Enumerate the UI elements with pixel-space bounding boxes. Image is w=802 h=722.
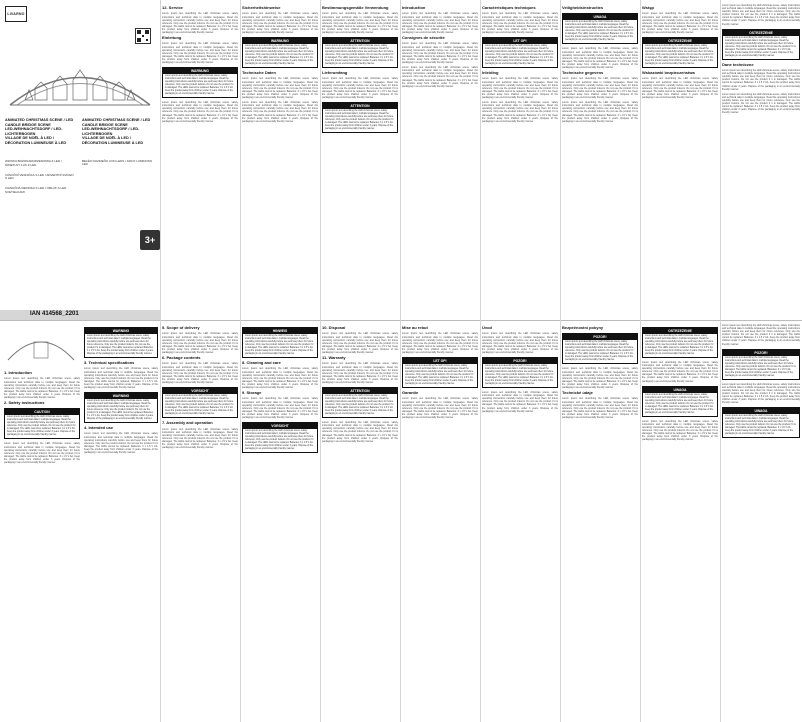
warning-box [242, 422, 318, 453]
fold-line-2 [240, 0, 241, 722]
paragraph: Lorem ipsum text describing the LED christmas scene, safety instructions and technical data in multiple languages. Read the operating instructions carefully before use and keep them for future reference. Only use the product indoors. Do not use the product if it is damaged. The LEDs cannot be replaced. Batteries: 3 x 1.5 V AA. Keep the product away from children under 3 years. Dispose of the packaging in an environmentally friendly manner. [722, 382, 801, 405]
warning-text: Lorem ipsum text describing the LED christmas scene, safety instructions and technical data in multiple languages. Read the operating instructions carefully before use and keep them for future reference. Only use the product indoors. Do not use the product if it is damaged. The LEDs cannot be replaced. Batteries: 3 x 1.5 V AA. Keep the product away from children under 3 years. Dispose of the packaging in an environmentally friendly manner. [485, 365, 554, 386]
warning-title: ATTENTION [323, 388, 397, 394]
paragraph: Lorem ipsum text describing the LED christmas scene, safety instructions and technical data in multiple languages. Read the operating instructions carefully before use and keep them for future reference. Only use the product indoors. Do not use the product if it is damaged. The LEDs cannot be replaced. Batteries: 3 x 1.5 V AA. Keep the product away from children under 3 years. Dispose of the packaging in an environmentally friendly manner. [322, 332, 399, 354]
section-heading: Bestimmungsgemäße Verwendung [322, 5, 389, 10]
paragraph: Lorem ipsum text describing the LED christmas scene, safety instructions and technical data in multiple languages. Read the operating instructions carefully before use and keep them for future reference. Only use the product indoors. Do not use the product if it is damaged. The LEDs cannot be replaced. Batteries: 3 x 1.5 V AA. Keep the product away from children under 3 years. Dispose of the packaging in an environmentally friendly manner. [402, 66, 479, 88]
warning-title: POZOR! [483, 358, 557, 364]
cover-title-fr: VILLAGE DE NOËL À LED / DÉCORATION LUMINEUSE À LED [5, 136, 67, 145]
paragraph: Lorem ipsum text describing the LED christmas scene, safety instructions and technical data in multiple languages. Read the operating instructions carefully before use and keep them for future reference. Only use the product indoors. Do not use the product if it is damaged. The LEDs cannot be replaced. Batteries: 3 x 1.5 V AA. Keep the product away from children under 3 years. Dispose of the packaging in an environmentally friendly manner. [322, 362, 399, 385]
fold-line-1 [160, 0, 161, 722]
warning-text: Lorem ipsum text describing the LED christmas scene, safety instructions and technical data in multiple languages. Read the operating instructions carefully before use and keep them for future reference. Only use the product indoors. Do not use the product if it is damaged. The LEDs cannot be replaced. Batteries: 3 x 1.5 V AA. Keep the product away from children under 3 years. Dispose of the packaging in an environmentally friendly manner. [165, 395, 234, 416]
paragraph: Lorem ipsum text describing the LED christmas scene, safety instructions and technical data in multiple languages. Read the operating instructions carefully before use and keep them for future reference. Only use the product indoors. Do not use the product if it is damaged. The LEDs cannot be replaced. Batteries: 3 x 1.5 V AA. Keep the product away from children under 3 years. Dispose of the packaging in an environmentally friendly manner. [562, 77, 639, 100]
warning-box [322, 387, 398, 418]
section-heading: Inleiding [482, 70, 499, 76]
text-column-bottom-2 [84, 324, 158, 718]
section-heading: Caractéristiques techniques [482, 5, 536, 10]
warning-text: Lorem ipsum text describing the LED christmas scene, safety instructions and technical data in multiple languages. Read the operating instructions carefully before use and keep them for future reference. Only use the product indoors. Do not use the product if it is damaged. The LEDs cannot be replaced. Batteries: 3 x 1.5 V AA. Keep the product away from children under 3 years. Dispose of the packaging in an environmentally friendly manner. [325, 395, 394, 416]
section-heading: Garantie [402, 390, 419, 396]
assembly-diagram [4, 324, 78, 364]
section-heading: Introduction [402, 5, 426, 10]
section-heading: Technické údaje [562, 390, 593, 396]
warning-text: Lorem ipsum text describing the LED christmas scene, safety instructions and technical data in multiple languages. Read the operating instructions carefully before use and keep them for future reference. Only use the product indoors. Do not use the product if it is damaged. The LEDs cannot be replaced. Batteries: 3 x 1.5 V AA. Keep the product away from children under 3 years. Dispose of the packaging in an environmentally friendly manner. [645, 335, 714, 355]
warning-title: UWAGA [563, 14, 637, 20]
warning-title: WARNUNG [243, 38, 317, 44]
paragraph: Lorem ipsum text describing the LED christmas scene, safety instructions and technical data in multiple languages. Read the operating instructions carefully before use and keep them for future reference. Only use the product indoors. Do not use the product if it is damaged. The LEDs cannot be replaced. Batteries: 3 x 1.5 V AA. Keep the product away from children under 3 years. Dispose of the packaging in an environmentally friendly manner. [562, 397, 639, 420]
section-heading: 9. Storage [242, 390, 262, 396]
warning-text: Lorem ipsum text describing the LED christmas scene, safety instructions and technical data in multiple languages. Read the operating instructions carefully before use and keep them for future reference. Only use the product indoors. Do not use the product if it is damaged. The LEDs cannot be replaced. Batteries: 3 x 1.5 V AA. Keep the product away from children under 3 years. Dispose of the packaging in an environmentally friendly manner. [565, 21, 634, 42]
fold-line-6 [560, 0, 561, 722]
section-heading: Technische gegevens [562, 70, 604, 76]
paragraph: Lorem ipsum text describing the LED christmas scene, safety instructions and technical data in multiple languages. Read the operating instructions carefully before use and keep them for future reference. Only use the product indoors. Do not use the product if it is damaged. The LEDs cannot be replaced. Batteries: 3 x 1.5 V AA. Keep the product away from children under 3 years. Dispose of the packaging in an environmentally friendly manner. [162, 332, 239, 354]
paragraph: Lorem ipsum text describing the LED christmas scene, safety instructions and technical data in multiple languages. Read the operating instructions carefully before use and keep them for future reference. Only use the product indoors. Do not use the product if it is damaged. The LEDs cannot be replaced. Batteries: 3 x 1.5 V AA. Keep the product away from children under 3 years. Dispose of the packaging in an environmentally friendly manner. [642, 361, 719, 383]
text-column-bottom-5 [322, 324, 398, 718]
text-column-top-6 [482, 4, 558, 318]
ian-bar [0, 310, 160, 320]
warning-box [162, 387, 238, 418]
warning-text: Lorem ipsum text describing the LED christmas scene, safety instructions and technical data in multiple languages. Read the operating instructions carefully before use and keep them for future reference. Only use the product indoors. Do not use the product if it is damaged. The LEDs cannot be replaced. Batteries: 3 x 1.5 V AA. Keep the product away from children under 3 years. Dispose of the packaging in an environmentally friendly manner. [245, 335, 314, 355]
text-column-top-7 [562, 4, 638, 318]
warning-box [642, 37, 718, 68]
cover-title-block-right [82, 118, 156, 298]
paragraph: Lorem ipsum text describing the LED christmas scene, safety instructions and technical data in multiple languages. Read the operating instructions carefully before use and keep them for future reference. Only use the product indoors. Do not use the product if it is damaged. The LEDs cannot be replaced. Batteries: 3 x 1.5 V AA. Keep the product away from children under 3 years. Dispose of the packaging in an environmentally friendly manner. [162, 427, 239, 450]
section-heading: Lieferumfang [322, 70, 348, 76]
paragraph: Lorem ipsum text describing the LED christmas scene, safety instructions and technical data in multiple languages. Read the operating instructions carefully before use and keep them for future reference. Only use the product indoors. Do not use the product if it is damaged. The LEDs cannot be replaced. Batteries: 3 x 1.5 V AA. Keep the product away from children under 3 years. Dispose of the packaging in an environmentally friendly manner. [322, 77, 399, 100]
warning-text: Lorem ipsum text describing the LED christmas scene, safety instructions and technical data in multiple languages. Read the operating instructions carefully before use and keep them for future reference. Only use the product indoors. Do not use the product if it is damaged. The LEDs cannot be replaced. Batteries: 3 x 1.5 V AA. Keep the product away from children under 3 years. Dispose of the packaging in an environmentally friendly manner. [325, 110, 394, 131]
paragraph: Lorem ipsum text describing the LED christmas scene, safety instructions and technical data in multiple languages. Read the operating instructions carefully before use and keep them for future reference. Only use the product indoors. Do not use the product if it is damaged. The LEDs cannot be replaced. Batteries: 3 x 1.5 V AA. Keep the product away from children under 3 years. Dispose of the packaging in an environmentally friendly manner. [322, 421, 399, 443]
warning-title: WARNING [85, 328, 157, 334]
paragraph: Lorem ipsum text describing the LED christmas scene, safety instructions and technical data in multiple languages. Read the operating instructions carefully before use and keep them for future reference. Only use the product indoors. Do not use the product if it is damaged. The LEDs cannot be replaced. Batteries: 3 x 1.5 V AA. Keep the product away from children under 3 years. Dispose of the packaging in an environmentally friendly manner. [322, 12, 399, 34]
warning-title: UWAGA [723, 408, 799, 414]
paragraph: Lorem ipsum text describing the LED christmas scene, safety instructions and technical data in multiple languages. Read the operating instructions carefully before use and keep them for future reference. Only use the product indoors. Do not use the product if it is damaged. The LEDs cannot be replaced. Batteries: 3 x 1.5 V AA. Keep the product away from children under 3 years. Dispose of the packaging in an environmentally friendly manner. [562, 367, 639, 389]
warning-box [482, 37, 558, 68]
warning-text: Lorem ipsum text describing the LED christmas scene, safety instructions and technical data in multiple languages. Read the operating instructions carefully before use and keep them for future reference. Only use the product indoors. Do not use the product if it is damaged. The LEDs cannot be replaced. Batteries: 3 x 1.5 V AA. Keep the product away from children under 3 years. Dispose of the packaging in an environmentally friendly manner. [87, 335, 154, 355]
section-heading: Technische Daten [242, 70, 276, 76]
text-column-top-3 [242, 4, 318, 318]
cover-mid-title-de: LED-WEIHNACHTSDORF / LED-LICHTERBOGEN [82, 127, 140, 136]
section-heading: Consignes de sécurité [402, 35, 445, 41]
paragraph: Lorem ipsum text describing the LED christmas scene, safety instructions and technical data in multiple languages. Read the operating instructions carefully before use and keep them for future reference. Only use the product indoors. Do not use the product if it is damaged. The LEDs cannot be replaced. Batteries: 3 x 1.5 V AA. Keep the product away from children under 3 years. Dispose of the packaging in an environmentally friendly manner. [162, 101, 239, 123]
text-column-top-8 [642, 4, 718, 318]
section-heading: 7. Assembly and operation [162, 420, 213, 426]
section-heading: Dane techniczne [722, 61, 754, 67]
paragraph: Lorem ipsum text describing the LED christmas scene, safety instructions and technical data in multiple languages. Read the operating instructions carefully before use and keep them for future reference. Only use the product indoors. Do not use the product if it is damaged. The LEDs cannot be replaced. Batteries: 3 x 1.5 V AA. Keep the product away from children under 3 years. Dispose of the packaging in an environmentally friendly manner. [642, 419, 719, 442]
brand-logo: LIVARNO [5, 6, 27, 22]
warning-text: Lorem ipsum text describing the LED christmas scene, safety instructions and technical data in multiple languages. Read the operating instructions carefully before use and keep them for future reference. Only use the product indoors. Do not use the product if it is damaged. The LEDs cannot be replaced. Batteries: 3 x 1.5 V AA. Keep the product away from children under 3 years. Dispose of the packaging in an environmentally friendly manner. [405, 365, 474, 386]
text-column-bottom-7 [482, 324, 558, 718]
warning-text: Lorem ipsum text describing the LED christmas scene, safety instructions and technical data in multiple languages. Read the operating instructions carefully before use and keep them for future reference. Only use the product indoors. Do not use the product if it is damaged. The LEDs cannot be replaced. Batteries: 3 x 1.5 V AA. Keep the product away from children under 3 years. Dispose of the packaging in an environmentally friendly manner. [565, 341, 634, 362]
warning-title: OSTRZEŻENIE [643, 328, 717, 334]
paragraph: Lorem ipsum text describing the LED christmas scene, safety instructions and technical data in multiple languages. Read the operating instructions carefully before use and keep them for future reference. Only use the product indoors. Do not use the product if it is damaged. The LEDs cannot be replaced. Batteries: 3 x 1.5 V AA. Keep the product away from children under 3 years. Dispose of the packaging in an environmentally friendly manner. [162, 12, 239, 34]
section-heading: 5. Scope of delivery [162, 325, 200, 330]
warning-text: Lorem ipsum text describing the LED christmas scene, safety instructions and technical data in multiple languages. Read the operating instructions carefully before use and keep them for future reference. Only use the product indoors. Do not use the product if it is damaged. The LEDs cannot be replaced. Batteries: 3 x 1.5 V AA. Keep the product away from children under 3 years. Dispose of the packaging in an environmentally friendly manner. [325, 45, 394, 66]
section-heading: Wskazówki bezpieczeństwa [642, 70, 695, 76]
warning-box [482, 357, 558, 388]
paragraph: Lorem ipsum text describing the LED christmas scene, safety instructions and technical data in multiple languages. Read the operating instructions carefully before use and keep them for future reference. Only use the product indoors. Do not use the product if it is damaged. The LEDs cannot be replaced. Batteries: 3 x 1.5 V AA. Keep the product away from children under 3 years. Dispose of the packaging in an environmentally friendly manner. [402, 332, 479, 354]
warning-text: Lorem ipsum text describing the LED christmas scene, safety instructions and technical data in multiple languages. Read the operating instructions carefully before use and keep them for future reference. Only use the product indoors. Do not use the product if it is damaged. The LEDs cannot be replaced. Batteries: 3 x 1.5 V AA. Keep the product away from children under 3 years. Dispose of the packaging in an environmentally friendly manner. [87, 400, 154, 421]
text-column-bottom-6 [402, 324, 478, 718]
warning-box [242, 327, 318, 358]
warning-text: Lorem ipsum text describing the LED christmas scene, safety instructions and technical data in multiple languages. Read the operating instructions carefully before use and keep them for future reference. Only use the product indoors. Do not use the product if it is damaged. The LEDs cannot be replaced. Batteries: 3 x 1.5 V AA. Keep the product away from children under 3 years. Dispose of the packaging in an environmentally friendly manner. [725, 36, 796, 57]
paragraph: Lorem ipsum text describing the LED christmas scene, safety instructions and technical data in multiple languages. Read the operating instructions carefully before use and keep them for future reference. Only use the product indoors. Do not use the product if it is damaged. The LEDs cannot be replaced. Batteries: 3 x 1.5 V AA. Keep the product away from children under 3 years. Dispose of the packaging in an environmentally friendly manner. [482, 391, 559, 413]
warning-title: ATTENTION [323, 38, 397, 44]
text-column-top-9 [722, 4, 800, 318]
warning-text: Lorem ipsum text describing the LED christmas scene, safety instructions and technical data in multiple languages. Read the operating instructions carefully before use and keep them for future reference. Only use the product indoors. Do not use the product if it is damaged. The LEDs cannot be replaced. Batteries: 3 x 1.5 V AA. Keep the product away from children under 3 years. Dispose of the packaging in an environmentally friendly manner. [645, 393, 714, 414]
text-column-top-5 [402, 4, 478, 318]
age-badge: 3+ [140, 230, 160, 250]
warning-title: LET OP! [483, 38, 557, 44]
warning-box [402, 357, 478, 388]
text-column-bottom-3 [162, 324, 238, 718]
paragraph: Lorem ipsum text describing the LED christmas scene, safety instructions and technical data in multiple languages. Read the operating instructions carefully before use and keep them for future reference. Only use the product indoors. Do not use the product if it is damaged. The LEDs cannot be replaced. Batteries: 3 x 1.5 V AA. Keep the product away from children under 3 years. Dispose of the packaging in an environmentally friendly manner. [722, 92, 801, 115]
warning-text: Lorem ipsum text describing the LED christmas scene, safety instructions and technical data in multiple languages. Read the operating instructions carefully before use and keep them for future reference. Only use the product indoors. Do not use the product if it is damaged. The LEDs cannot be replaced. Batteries: 3 x 1.5 V AA. Keep the product away from children under 3 years. Dispose of the packaging in an environmentally friendly manner. [725, 356, 796, 377]
section-heading: 10. Disposal [322, 325, 346, 330]
paragraph: Lorem ipsum text describing the LED christmas scene, safety instructions and technical data in multiple languages. Read the operating instructions carefully before use and keep them for future reference. Only use the product indoors. Do not use the product if it is damaged. The LEDs cannot be replaced. Batteries: 3 x 1.5 V AA. Keep the product away from children under 3 years. Dispose of the packaging in an environmentally friendly manner. [562, 47, 639, 69]
warning-title: OSTRZEŻENIE [723, 30, 799, 36]
warning-box [642, 386, 718, 417]
paragraph: Lorem ipsum text describing the LED christmas scene, safety instructions and technical data in multiple languages. Read the operating instructions carefully before use and keep them for future reference. Only use the product indoors. Do not use the product if it is damaged. The LEDs cannot be replaced. Batteries: 3 x 1.5 V AA. Keep the product away from children under 3 years. Dispose of the packaging in an environmentally friendly manner. [482, 332, 559, 354]
cover-mid-title-fr: VILLAGE DE NOËL À LED / DÉCORATION LUMINEUSE À LED [82, 136, 144, 145]
cover-lang-cz: VÁNOČNÍ VESNIČKA S LED / ADVENTNÍ SVÍCEN S LED [5, 172, 74, 181]
warning-title: VORSICHT [163, 388, 237, 394]
paragraph: Lorem ipsum text describing the LED christmas scene, safety instructions and technical data in multiple languages. Read the operating instructions carefully before use and keep them for future reference. Only use the product indoors. Do not use the product if it is damaged. The LEDs cannot be replaced. Batteries: 3 x 1.5 V AA. Keep the product away from children under 3 years. Dispose of the packaging in an environmentally friendly manner. [722, 324, 801, 346]
paragraph: Lorem ipsum text describing the LED christmas scene, safety instructions and technical data in multiple languages. Read the operating instructions carefully before use and keep them for future reference. Only use the product indoors. Do not use the product if it is damaged. The LEDs cannot be replaced. Batteries: 3 x 1.5 V AA. Keep the product away from children under 3 years. Dispose of the packaging in an environmentally friendly manner. [242, 101, 319, 123]
paragraph: Lorem ipsum text describing the LED christmas scene, safety instructions and technical data in multiple languages. Read the operating instructions carefully before use and keep them for future reference. Only use the product indoors. Do not use the product if it is damaged. The LEDs cannot be replaced. Batteries: 3 x 1.5 V AA. Keep the product away from children under 3 years. Dispose of the packaging in an environmentally friendly manner. [4, 377, 81, 399]
warning-title: POZOR! [723, 350, 799, 356]
warning-title: VORSICHT [243, 423, 317, 429]
warning-box [162, 67, 238, 98]
paragraph: Lorem ipsum text describing the LED christmas scene, safety instructions and technical data in multiple languages. Read the operating instructions carefully before use and keep them for future reference. Only use the product indoors. Do not use the product if it is damaged. The LEDs cannot be replaced. Batteries: 3 x 1.5 V AA. Keep the product away from children under 3 years. Dispose of the packaging in an environmentally friendly manner. [722, 69, 801, 91]
paragraph: Lorem ipsum text describing the LED christmas scene, safety instructions and technical data in multiple languages. Read the operating instructions carefully before use and keep them for future reference. Only use the product indoors. Do not use the product if it is damaged. The LEDs cannot be replaced. Batteries: 3 x 1.5 V AA. Keep the product away from children under 3 years. Dispose of the packaging in an environmentally friendly manner. [242, 12, 319, 34]
text-column-bottom-10 [722, 324, 800, 718]
section-heading: 2. Safety instructions [4, 400, 45, 406]
warning-text: Lorem ipsum text describing the LED christmas scene, safety instructions and technical data in multiple languages. Read the operating instructions carefully before use and keep them for future reference. Only use the product indoors. Do not use the product if it is damaged. The LEDs cannot be replaced. Batteries: 3 x 1.5 V AA. Keep the product away from children under 3 years. Dispose of the packaging in an environmentally friendly manner. [645, 45, 714, 66]
warning-box [84, 327, 158, 358]
paragraph: Lorem ipsum text describing the LED christmas scene, safety instructions and technical data in multiple languages. Read the operating instructions carefully before use and keep them for future reference. Only use the product indoors. Do not use the product if it is damaged. The LEDs cannot be replaced. Batteries: 3 x 1.5 V AA. Keep the product away from children under 3 years. Dispose of the packaging in an environmentally friendly manner. [242, 397, 319, 420]
fold-line-4 [400, 0, 401, 722]
cover-languages-left [5, 160, 75, 280]
paragraph: Lorem ipsum text describing the LED christmas scene, safety instructions and technical data in multiple languages. Read the operating instructions carefully before use and keep them for future reference. Only use the product indoors. Do not use the product if it is damaged. The LEDs cannot be replaced. Batteries: 3 x 1.5 V AA. Keep the product away from children under 3 years. Dispose of the packaging in an environmentally friendly manner. [402, 12, 479, 34]
warning-box [322, 37, 398, 68]
paragraph: Lorem ipsum text describing the LED christmas scene, safety instructions and technical data in multiple languages. Read the operating instructions carefully before use and keep them for future reference. Only use the product indoors. Do not use the product if it is damaged. The LEDs cannot be replaced. Batteries: 3 x 1.5 V AA. Keep the product away from children under 3 years. Dispose of the packaging in an environmentally friendly manner. [482, 12, 559, 34]
section-heading: 3. Technical specifications [84, 360, 135, 365]
paragraph: Lorem ipsum text describing the LED christmas scene, safety instructions and technical data in multiple languages. Read the operating instructions carefully before use and keep them for future reference. Only use the product indoors. Do not use the product if it is damaged. The LEDs cannot be replaced. Batteries: 3 x 1.5 V AA. Keep the product away from children under 3 years. Dispose of the packaging in an environmentally friendly manner. [242, 367, 319, 389]
section-heading: 6. Package contents [162, 355, 201, 361]
text-column-bottom-1 [4, 324, 80, 718]
warning-box [562, 13, 638, 44]
fold-line-3 [320, 0, 321, 722]
warning-title: UWAGA [643, 387, 717, 393]
paragraph: Lorem ipsum text describing the LED christmas scene, safety instructions and technical data in multiple languages. Read the operating instructions carefully before use and keep them for future reference. Only use the product indoors. Do not use the product if it is damaged. The LEDs cannot be replaced. Batteries: 3 x 1.5 V AA. Keep the product away from children under 3 years. Dispose of the packaging in an environmentally friendly manner. [562, 101, 639, 123]
section-heading: 12. Service [162, 5, 183, 10]
section-heading: 11. Warranty [322, 355, 346, 361]
warning-text: Lorem ipsum text describing the LED christmas scene, safety instructions and technical data in multiple languages. Read the operating instructions carefully before use and keep them for future reference. Only use the product indoors. Do not use the product if it is damaged. The LEDs cannot be replaced. Batteries: 3 x 1.5 V AA. Keep the product away from children under 3 years. Dispose of the packaging in an environmentally friendly manner. [7, 416, 76, 437]
section-heading: Wstęp [642, 5, 654, 10]
warning-title: CAUTION [5, 409, 79, 415]
warning-text: Lorem ipsum text describing the LED christmas scene, safety instructions and technical data in multiple languages. Read the operating instructions carefully before use and keep them for future reference. Only use the product indoors. Do not use the product if it is damaged. The LEDs cannot be replaced. Batteries: 3 x 1.5 V AA. Keep the product away from children under 3 years. Dispose of the packaging in an environmentally friendly manner. [245, 45, 314, 66]
paragraph: Lorem ipsum text describing the LED christmas scene, safety instructions and technical data in multiple languages. Read the operating instructions carefully before use and keep them for future reference. Only use the product indoors. Do not use the product if it is damaged. The LEDs cannot be replaced. Batteries: 3 x 1.5 V AA. Keep the product away from children under 3 years. Dispose of the packaging in an environmentally friendly manner. [482, 101, 559, 123]
warning-title: WARNING [85, 393, 157, 399]
fold-line-8 [720, 0, 721, 722]
warning-text: Lorem ipsum text describing the LED christmas scene, safety instructions and technical data in multiple languages. Read the operating instructions carefully before use and keep them for future reference. Only use the product indoors. Do not use the product if it is damaged. The LEDs cannot be replaced. Batteries: 3 x 1.5 V AA. Keep the product away from children under 3 years. Dispose of the packaging in an environmentally friendly manner. [245, 430, 314, 451]
section-heading: 1. Introduction [4, 370, 32, 375]
fold-line-7 [640, 0, 641, 722]
text-column-bottom-8 [562, 324, 638, 718]
section-heading: Bezpečnostní pokyny [562, 325, 604, 330]
text-column-top-4 [322, 4, 398, 318]
paragraph: Lorem ipsum text describing the LED christmas scene, safety instructions and technical data in multiple languages. Read the operating instructions carefully before use and keep them for future reference. Only use the product indoors. Do not use the product if it is damaged. The LEDs cannot be replaced. Batteries: 3 x 1.5 V AA. Keep the product away from children under 3 years. Dispose of the packaging in an environmentally friendly manner. [242, 77, 319, 100]
section-heading: Sicherheitshinweise [242, 5, 281, 10]
warning-box [4, 408, 80, 439]
section-heading: Úvod [482, 325, 492, 330]
warning-title: WARNUNG [163, 68, 237, 74]
paragraph: Lorem ipsum text describing the LED christmas scene, safety instructions and technical data in multiple languages. Read the operating instructions carefully before use and keep them for future reference. Only use the product indoors. Do not use the product if it is damaged. The LEDs cannot be replaced. Batteries: 3 x 1.5 V AA. Keep the product away from children under 3 years. Dispose of the packaging in an environmentally friendly manner. [642, 77, 719, 100]
warning-title: ATTENTION [323, 103, 397, 109]
christmas-scene-illustration [5, 60, 155, 110]
paragraph: Lorem ipsum text describing the LED christmas scene, safety instructions and technical data in multiple languages. Read the operating instructions carefully before use and keep them for future reference. Only use the product indoors. Do not use the product if it is damaged. The LEDs cannot be replaced. Batteries: 3 x 1.5 V AA. Keep the product away from children under 3 years. Dispose of the packaging in an environmentally friendly manner. [642, 12, 719, 34]
text-column-bottom-4 [242, 324, 318, 718]
paragraph: Lorem ipsum text describing the LED christmas scene, safety instructions and technical data in multiple languages. Read the operating instructions carefully before use and keep them for future reference. Only use the product indoors. Do not use the product if it is damaged. The LEDs cannot be replaced. Batteries: 3 x 1.5 V AA. Keep the product away from children under 3 years. Dispose of the packaging in an environmentally friendly manner. [402, 42, 479, 65]
warning-box [562, 333, 638, 364]
warning-title: POZOR! [563, 334, 637, 340]
cover-lang-sk: VIANOČNÁ DEDINKA S LED / OBLÚK S LED SVETIELKAMI [5, 186, 67, 194]
paragraph: Lorem ipsum text describing the LED christmas scene, safety instructions and technical data in multiple languages. Read the operating instructions carefully before use and keep them for future reference. Only use the product indoors. Do not use the product if it is damaged. The LEDs cannot be replaced. Batteries: 3 x 1.5 V AA. Keep the product away from children under 3 years. Dispose of the packaging in an environmentally friendly manner. [84, 367, 159, 389]
ian-number: IAN 414568_2201 [30, 311, 79, 317]
paragraph: Lorem ipsum text describing the LED christmas scene, safety instructions and technical data in multiple languages. Read the operating instructions carefully before use and keep them for future reference. Only use the product indoors. Do not use the product if it is damaged. The LEDs cannot be replaced. Batteries: 3 x 1.5 V AA. Keep the product away from children under 3 years. Dispose of the packaging in an environmentally friendly manner. [4, 442, 81, 465]
paragraph: Lorem ipsum text describing the LED christmas scene, safety instructions and technical data in multiple languages. Read the operating instructions carefully before use and keep them for future reference. Only use the product indoors. Do not use the product if it is damaged. The LEDs cannot be replaced. Batteries: 3 x 1.5 V AA. Keep the product away from children under 3 years. Dispose of the packaging in an environmentally friendly manner. [482, 77, 559, 100]
section-heading: 8. Cleaning and care [242, 360, 281, 365]
warning-text: Lorem ipsum text describing the LED christmas scene, safety instructions and technical data in multiple languages. Read the operating instructions carefully before use and keep them for future reference. Only use the product indoors. Do not use the product if it is damaged. The LEDs cannot be replaced. Batteries: 3 x 1.5 V AA. Keep the product away from children under 3 years. Dispose of the packaging in an environmentally friendly manner. [485, 45, 554, 66]
cover-title-block-left [5, 118, 75, 158]
warning-title: OSTRZEŻENIE [643, 38, 717, 44]
text-column-top-2 [162, 4, 238, 318]
text-column-bottom-9 [642, 324, 718, 718]
warning-box [722, 349, 800, 380]
section-heading: 4. Intended use [84, 425, 114, 431]
cover-lang-es: BELÉN NAVIDEÑO CON LEDS / ARCO LUMINOSO LED [82, 158, 153, 167]
warning-title: LET OP! [403, 358, 477, 364]
fold-line-horizontal [0, 320, 802, 321]
warning-box [242, 37, 318, 68]
paragraph: Lorem ipsum text describing the LED christmas scene, safety instructions and technical data in multiple languages. Read the operating instructions carefully before use and keep them for future reference. Only use the product indoors. Do not use the product if it is damaged. The LEDs cannot be replaced. Batteries: 3 x 1.5 V AA. Keep the product away from children under 3 years. Dispose of the packaging in an environmentally friendly manner. [722, 4, 801, 26]
fold-line-5 [480, 0, 481, 722]
cover-title-en: ANIMATED CHRISTMAS SCENE / LED CANDLE BRIDGE SCENE [5, 118, 74, 127]
warning-box [322, 102, 398, 133]
warning-box [722, 29, 800, 60]
section-heading: Mise au rebut [402, 325, 428, 330]
paragraph: Lorem ipsum text describing the LED christmas scene, safety instructions and technical data in multiple languages. Read the operating instructions carefully before use and keep them for future reference. Only use the product indoors. Do not use the product if it is damaged. The LEDs cannot be replaced. Batteries: 3 x 1.5 V AA. Keep the product away from children under 3 years. Dispose of the packaging in an environmentally friendly manner. [84, 432, 159, 455]
warning-box [642, 327, 718, 358]
warning-text: Lorem ipsum text describing the LED christmas scene, safety instructions and technical data in multiple languages. Read the operating instructions carefully before use and keep them for future reference. Only use the product indoors. Do not use the product if it is damaged. The LEDs cannot be replaced. Batteries: 3 x 1.5 V AA. Keep the product away from children under 3 years. Dispose of the packaging in an environmentally friendly manner. [165, 75, 234, 96]
cover-lang-pl: WIOSKA BOŻONARODZENIOWA Z LED / ŚWIETLNY ŁUK Z LED [5, 159, 62, 167]
paragraph: Lorem ipsum text describing the LED christmas scene, safety instructions and technical data in multiple languages. Read the operating instructions carefully before use and keep them for future reference. Only use the product indoors. Do not use the product if it is damaged. The LEDs cannot be replaced. Batteries: 3 x 1.5 V AA. Keep the product away from children under 3 years. Dispose of the packaging in an environmentally friendly manner. [162, 362, 239, 385]
section-heading: Veiligheidsinstructies [562, 5, 604, 10]
section-heading: Einleitung [162, 35, 182, 41]
warning-text: Lorem ipsum text describing the LED christmas scene, safety instructions and technical data in multiple languages. Read the operating instructions carefully before use and keep them for future reference. Only use the product indoors. Do not use the product if it is damaged. The LEDs cannot be replaced. Batteries: 3 x 1.5 V AA. Keep the product away from children under 3 years. Dispose of the packaging in an environmentally friendly manner. [725, 415, 796, 436]
cover-title-de: LED-WEIHNACHTSDORF / LED-LICHTERBOGEN [5, 127, 63, 136]
warning-box [84, 392, 158, 423]
warning-box [722, 407, 800, 438]
cover-mid-title-en: ANIMATED CHRISTMAS SCENE / LED CANDLE BRIDGE SCENE [82, 118, 151, 127]
paragraph: Lorem ipsum text describing the LED christmas scene, safety instructions and technical data in multiple languages. Read the operating instructions carefully before use and keep them for future reference. Only use the product indoors. Do not use the product if it is damaged. The LEDs cannot be replaced. Batteries: 3 x 1.5 V AA. Keep the product away from children under 3 years. Dispose of the packaging in an environmentally friendly manner. [402, 397, 479, 420]
warning-title: HINWEIS [243, 328, 317, 334]
paragraph: Lorem ipsum text describing the LED christmas scene, safety instructions and technical data in multiple languages. Read the operating instructions carefully before use and keep them for future reference. Only use the product indoors. Do not use the product if it is damaged. The LEDs cannot be replaced. Batteries: 3 x 1.5 V AA. Keep the product away from children under 3 years. Dispose of the packaging in an environmentally friendly manner. [162, 42, 239, 65]
qr-code [135, 28, 151, 44]
